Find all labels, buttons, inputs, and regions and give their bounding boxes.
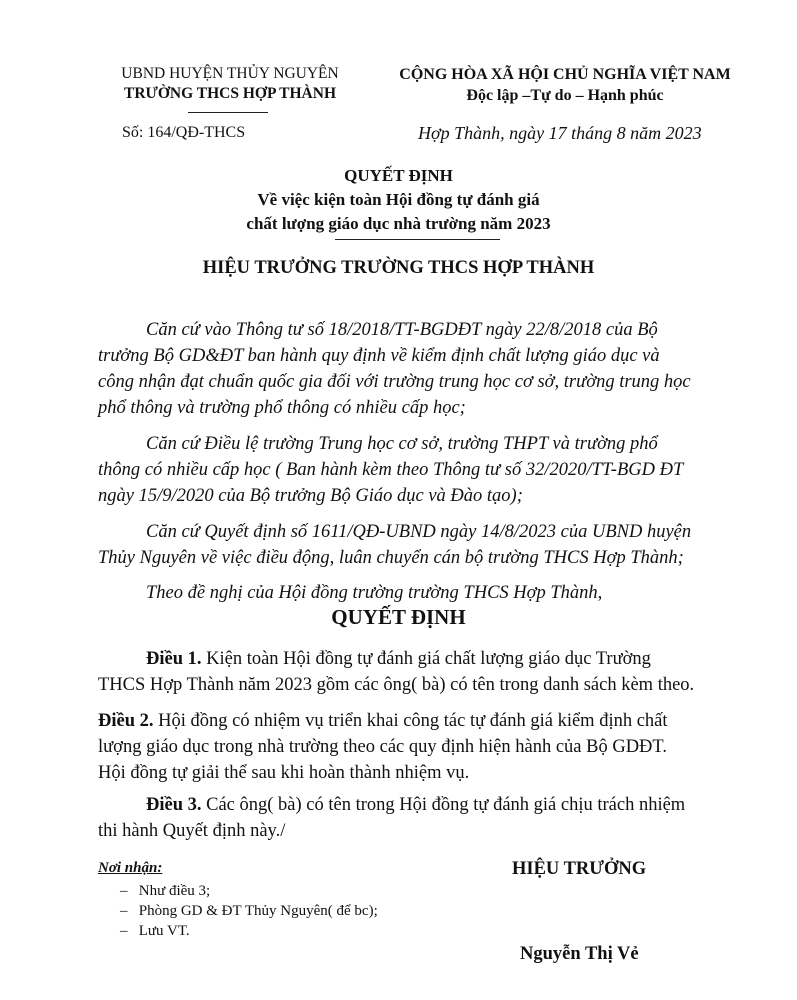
preamble-p1-line2: trưởng Bộ GD&ĐT ban hành quy định về kiểm định chất lượng giáo dục và — [98, 346, 660, 366]
dash-bullet: – — [120, 923, 128, 939]
preamble-p1-line3: công nhận đạt chuẩn quốc gia đối với trường trung học cơ sở, trường trung học — [98, 372, 691, 392]
agency-line2: TRƯỜNG THCS HỢP THÀNH — [123, 85, 336, 102]
recipient-item-2: Phòng GD & ĐT Thủy Nguyên( để bc); — [138, 903, 378, 919]
agency-line1: UBND HUYỆN THỦY NGUYÊN — [121, 65, 339, 82]
preamble-p2-line1: Căn cứ Điều lệ trường Trung học cơ sở, trường THPT và trường phổ — [146, 434, 658, 454]
agency-underline — [188, 112, 268, 113]
recipient-item — [120, 881, 210, 901]
doc-subtitle-1: Về việc kiện toàn Hội đồng tự đánh giá — [257, 190, 540, 209]
article-2-line1 — [98, 709, 668, 734]
recipients-label: Nơi nhận: — [98, 860, 163, 876]
preamble-p1-line4: phổ thông và trường phổ thông có nhiều cấp học; — [98, 398, 466, 418]
recipient-item — [120, 901, 378, 921]
article-3-text1: Các ông( bà) có tên trong Hội đồng tự đánh giá chịu trách nhiệm — [201, 795, 686, 815]
article-1-line1 — [146, 647, 651, 672]
doc-subtitle-2: chất lượng giáo dục nhà trường năm 2023 — [246, 214, 551, 233]
article-2-text1: Hội đồng có nhiệm vụ triển khai công tác tự đánh giá kiểm định chất — [153, 711, 668, 731]
preamble-p4: Theo đề nghị của Hội đồng trường trường THCS Hợp Thành, — [146, 583, 603, 603]
nation-line1: CỘNG HÒA XÃ HỘI CHỦ NGHĨA VIỆT NAM — [399, 66, 731, 83]
preamble-p2-line3: ngày 15/9/2020 của Bộ trưởng Bộ Giáo dục và Đào tạo); — [98, 486, 523, 506]
recipient-item — [120, 921, 190, 941]
place-date: Hợp Thành, ngày 17 tháng 8 năm 2023 — [418, 123, 702, 143]
nation-line2: Độc lập –Tự do – Hạnh phúc — [466, 87, 664, 104]
recipient-item-1: Như điều 3; — [138, 883, 211, 899]
doc-title: QUYẾT ĐỊNH — [344, 166, 453, 185]
article-2-line2: lượng giáo dục trong nhà trường theo các quy định hiện hành của Bộ GDĐT. — [98, 737, 667, 757]
dash-bullet: – — [120, 883, 128, 899]
authority-heading: HIỆU TRƯỞNG TRƯỜNG THCS HỢP THÀNH — [202, 258, 595, 278]
decision-heading: QUYẾT ĐỊNH — [331, 605, 466, 629]
article-3-line1 — [146, 793, 685, 818]
article-2-label: Điều 2. — [98, 711, 154, 731]
article-2-line3: Hội đồng tự giải thể sau khi hoàn thành nhiệm vụ. — [98, 763, 470, 783]
preamble-p2-line2: thông có nhiều cấp học ( Ban hành kèm theo Thông tư số 32/2020/TT-BGD ĐT — [98, 460, 684, 480]
article-3-label: Điều 3. — [146, 795, 202, 815]
signer-name: Nguyễn Thị Vẻ — [520, 944, 639, 964]
title-underline — [335, 239, 500, 240]
recipient-item-3: Lưu VT. — [138, 923, 190, 939]
preamble-p3-line2: Thủy Nguyên về việc điều động, luân chuyển cán bộ trường THCS Hợp Thành; — [98, 548, 684, 568]
article-1-text1: Kiện toàn Hội đồng tự đánh giá chất lượng giáo dục Trường — [201, 649, 651, 669]
preamble-p3-line1: Căn cứ Quyết định số 1611/QĐ-UBND ngày 14/8/2023 của UBND huyện — [146, 522, 692, 542]
signer-title: HIỆU TRƯỞNG — [512, 859, 647, 879]
dash-bullet: – — [120, 903, 128, 919]
agency-header — [70, 64, 390, 104]
nation-header — [360, 64, 770, 106]
article-1-label: Điều 1. — [146, 649, 202, 669]
article-1-line2: THCS Hợp Thành năm 2023 gồm các ông( bà) có tên trong danh sách kèm theo. — [98, 675, 695, 695]
doc-number: Số: 164/QĐ-THCS — [122, 124, 246, 141]
preamble-p1-line1: Căn cứ vào Thông tư số 18/2018/TT-BGDĐT ngày 22/8/2018 của Bộ — [146, 320, 658, 340]
article-3-line2: thi hành Quyết định này./ — [98, 821, 286, 841]
